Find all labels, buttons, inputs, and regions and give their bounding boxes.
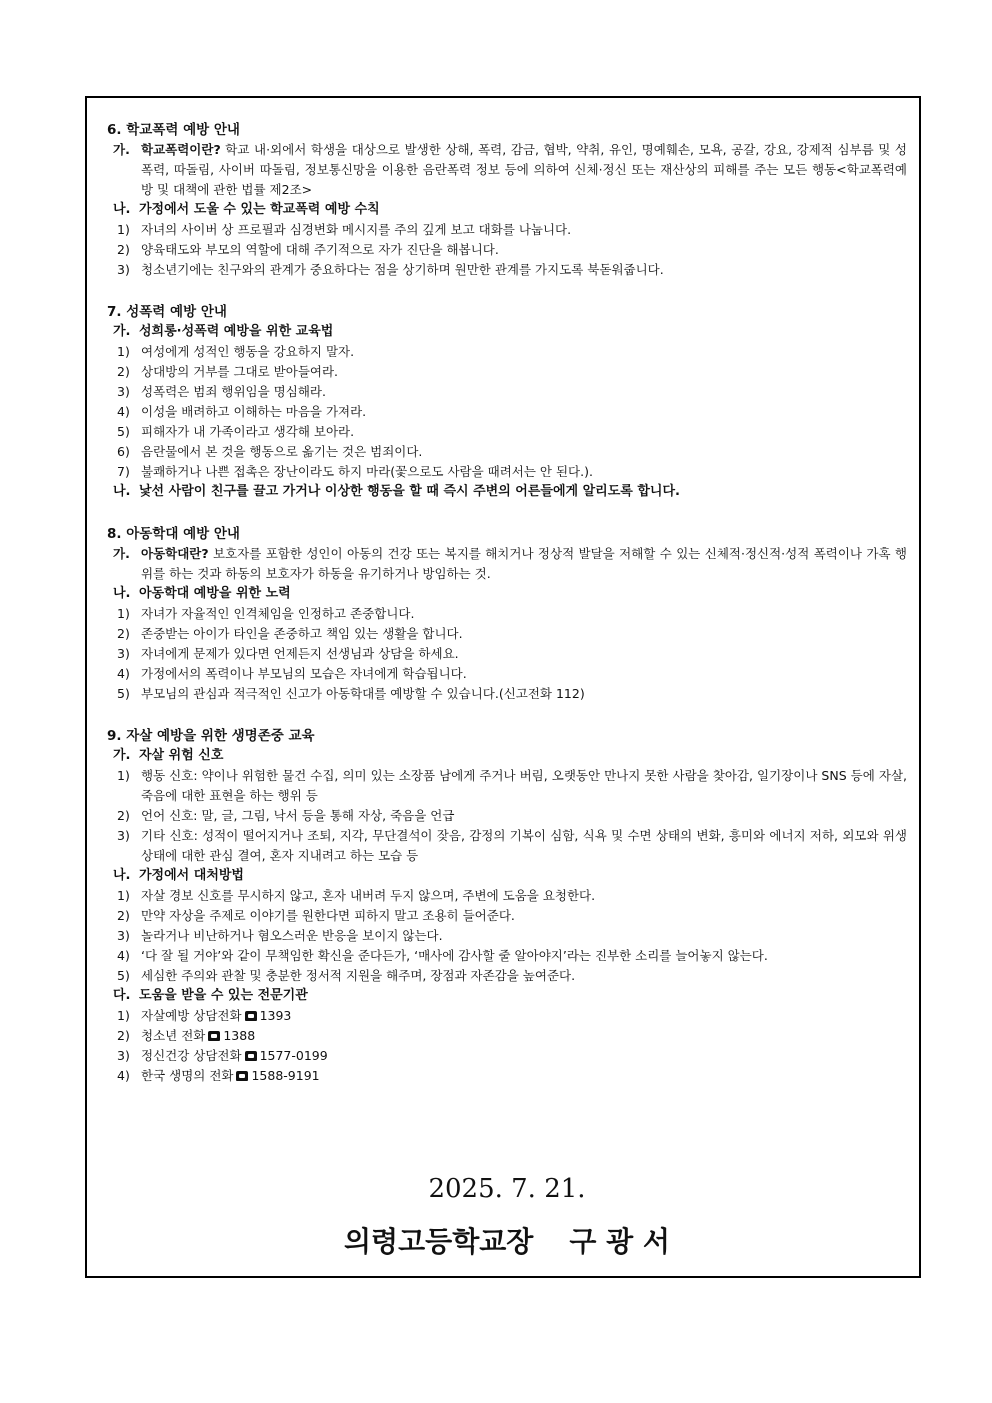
item-number: 3) bbox=[117, 828, 130, 843]
item-number: 2) bbox=[117, 908, 130, 923]
item-number: 4) bbox=[117, 1068, 130, 1083]
item-text: 자녀에게 문제가 있다면 언제든지 선생님과 상담을 하세요. bbox=[141, 646, 459, 661]
list-item bbox=[107, 966, 907, 986]
item-number: 3) bbox=[117, 928, 130, 943]
item-text: 자녀의 사이버 상 프로필과 심경변화 메시지를 주의 깊게 보고 대화를 나눕니다. bbox=[141, 222, 572, 237]
item-text: 자살 경보 신호를 무시하지 않고, 혼자 내버려 두지 않으며, 주변에 도움을 요청한다. bbox=[141, 888, 596, 903]
item-number: 1) bbox=[117, 888, 130, 903]
item-text: 존중받는 아이가 타인을 존중하고 책임 있는 생활을 합니다. bbox=[141, 626, 463, 641]
item-text: 불쾌하거나 나쁜 접촉은 장난이라도 하지 마라(꽃으로도 사람을 때려서는 안 된다.). bbox=[141, 464, 593, 479]
item-text: 기타 신호: 성적이 떨어지거나 조퇴, 지각, 무단결석이 잦음, 감정의 기복이 심함, 식욕 및 수면 상태의 변화, 흥미와 에너지 저하, 외모와 위생 상태에 대한 관심 결여, 혼자 지내려고 하는 모습 등 bbox=[141, 828, 907, 863]
section-7-a-title bbox=[107, 322, 907, 342]
item-number: 2) bbox=[117, 364, 130, 379]
section-9-a-title-text: 자살 위험 신호 bbox=[139, 748, 224, 763]
section-9-b-title-text: 가정에서 대처방법 bbox=[139, 868, 244, 883]
section-7-a-title-text: 성희롱·성폭력 예방을 위한 교육법 bbox=[139, 324, 334, 339]
item-text: 가정에서의 폭력이나 부모님의 모습은 자녀에게 학습됩니다. bbox=[141, 666, 467, 681]
section-7-title: 7. 성폭력 예방 안내 bbox=[107, 304, 227, 320]
section-9-a-marker: 가. bbox=[113, 748, 131, 763]
section-6-b-title-text: 가정에서 도울 수 있는 학교폭력 예방 수칙 bbox=[139, 202, 380, 217]
list-item bbox=[107, 766, 907, 806]
item-text: 상대방의 거부를 그대로 받아들여라. bbox=[141, 364, 339, 379]
section-8-title: 8. 아동학대 예방 안내 bbox=[107, 526, 240, 542]
section-6-title: 6. 학교폭력 예방 안내 bbox=[107, 122, 240, 138]
item-text: 청소년기에는 친구와의 관계가 중요하다는 점을 상기하며 원만한 관계를 가지도록 북돋워줍니다. bbox=[141, 262, 664, 277]
issue-date: 2025. 7. 21. bbox=[428, 1174, 586, 1204]
list-item bbox=[107, 240, 907, 260]
hotline-item bbox=[107, 1046, 907, 1066]
hotline-number: 1393 bbox=[259, 1008, 292, 1023]
list-item bbox=[107, 926, 907, 946]
list-item bbox=[107, 886, 907, 906]
list-item bbox=[107, 362, 907, 382]
list-item bbox=[107, 806, 907, 826]
section-7-a-marker: 가. bbox=[113, 324, 131, 339]
section-6-a-text: 학교 내·외에서 학생을 대상으로 발생한 상해, 폭력, 감금, 협박, 약취, 유인, 명예훼손, 모욕, 공갈, 강요, 강제적 심부름 및 성폭력, 따돌림, 사이버 따돌림, 정보통신망을 이용한 음란폭력 정보 등에 의하여 신체·정신 또는 재산상의 피해를 주는 모든 행동<학교폭력예방 및 대책에 관한 법률 제2조> bbox=[141, 142, 907, 197]
item-number: 1) bbox=[117, 344, 130, 359]
section-8-a-lead: 아동학대란? bbox=[141, 546, 209, 561]
section-9-a-title bbox=[107, 746, 907, 766]
item-number: 3) bbox=[117, 262, 130, 277]
list-item bbox=[107, 442, 907, 462]
section-7-b bbox=[107, 482, 907, 502]
list-item bbox=[107, 260, 907, 280]
item-number: 5) bbox=[117, 968, 130, 983]
list-item bbox=[107, 462, 907, 482]
hotline-name: 청소년 전화 bbox=[141, 1028, 206, 1043]
item-text: 성폭력은 범죄 행위임을 명심해라. bbox=[141, 384, 326, 399]
phone-icon bbox=[208, 1031, 220, 1041]
section-8-b-title bbox=[107, 584, 907, 604]
hotline-name: 한국 생명의 전화 bbox=[141, 1068, 234, 1083]
item-number: 1) bbox=[117, 1008, 130, 1023]
list-item bbox=[107, 382, 907, 402]
item-number: 4) bbox=[117, 404, 130, 419]
item-number: 1) bbox=[117, 222, 130, 237]
signer-line bbox=[107, 1222, 907, 1262]
item-text: 이성을 배려하고 이해하는 마음을 가져라. bbox=[141, 404, 367, 419]
section-9-b-title bbox=[107, 866, 907, 886]
list-item bbox=[107, 402, 907, 422]
item-number: 1) bbox=[117, 768, 130, 783]
item-number: 3) bbox=[117, 646, 130, 661]
signer-name: 구 광 서 bbox=[569, 1225, 670, 1258]
section-8-b-marker: 나. bbox=[113, 586, 131, 601]
notice-content bbox=[107, 120, 907, 1258]
item-number: 2) bbox=[117, 242, 130, 257]
list-item bbox=[107, 644, 907, 664]
signer-school: 의령고등학교장 bbox=[344, 1225, 534, 1258]
list-item bbox=[107, 624, 907, 644]
item-number: 6) bbox=[117, 444, 130, 459]
list-item bbox=[107, 220, 907, 240]
list-item bbox=[107, 826, 907, 866]
item-number: 3) bbox=[117, 1048, 130, 1063]
section-8-a-marker: 가. bbox=[113, 546, 130, 561]
section-9-c-marker: 다. bbox=[113, 988, 131, 1003]
hotline-name: 자살예방 상담전화 bbox=[141, 1008, 242, 1023]
section-8-a-text: 보호자를 포함한 성인이 아동의 건강 또는 복지를 해치거나 정상적 발달을 저해할 수 있는 신체적·정신적·성적 폭력이나 가혹 행위를 하는 것과 하동의 보호자가 하동을 유기하거나 방임하는 것. bbox=[141, 546, 907, 581]
section-8-a bbox=[107, 544, 907, 584]
section-6-b-marker: 나. bbox=[113, 202, 131, 217]
hotline-number: 1388 bbox=[223, 1028, 256, 1043]
section-8-b-title-text: 아동학대 예방을 위한 노력 bbox=[139, 586, 291, 601]
section-6-b-title bbox=[107, 200, 907, 220]
list-item bbox=[107, 906, 907, 926]
item-text: 피해자가 내 가족이라고 생각해 보아라. bbox=[141, 424, 355, 439]
section-6-a-lead: 학교폭력이란? bbox=[141, 142, 221, 157]
list-item bbox=[107, 664, 907, 684]
list-item bbox=[107, 946, 907, 966]
hotline-item bbox=[107, 1026, 907, 1046]
item-number: 5) bbox=[117, 424, 130, 439]
list-item bbox=[107, 684, 907, 704]
item-text: 음란물에서 본 것을 행동으로 옮기는 것은 범죄이다. bbox=[141, 444, 423, 459]
item-text: ‘다 잘 될 거야’와 같이 무책임한 확신을 준다든가, ‘매사에 감사할 줄 알아야지’라는 진부한 소리를 늘어놓지 않는다. bbox=[141, 948, 768, 963]
hotline-number: 1577-0199 bbox=[259, 1048, 328, 1063]
item-number: 5) bbox=[117, 686, 130, 701]
hotline-name: 정신건강 상담전화 bbox=[141, 1048, 242, 1063]
item-text: 양육태도와 부모의 역할에 대해 주기적으로 자가 진단을 해봅니다. bbox=[141, 242, 499, 257]
item-number: 1) bbox=[117, 606, 130, 621]
section-9-c-title bbox=[107, 986, 907, 1006]
list-item bbox=[107, 342, 907, 362]
item-number: 7) bbox=[117, 464, 130, 479]
hotline-number: 1588-9191 bbox=[251, 1068, 320, 1083]
list-item bbox=[107, 604, 907, 624]
item-text: 부모님의 관심과 적극적인 신고가 아동학대를 예방할 수 있습니다.(신고전화 112) bbox=[141, 686, 585, 701]
phone-icon bbox=[245, 1051, 257, 1061]
item-text: 만약 자상을 주제로 이야기를 원한다면 피하지 말고 조용히 들어준다. bbox=[141, 908, 515, 923]
section-9-b-marker: 나. bbox=[113, 868, 131, 883]
hotline-item bbox=[107, 1066, 907, 1086]
notice-frame bbox=[85, 96, 921, 1278]
item-text: 행동 신호: 약이나 위험한 물건 수집, 의미 있는 소장품 남에게 주거나 버림, 오랫동안 만나지 못한 사람을 찾아감, 일기장이나 SNS 등에 자살, 죽음에 대한 표현을 하는 행위 등 bbox=[141, 768, 907, 803]
item-number: 2) bbox=[117, 1028, 130, 1043]
item-text: 여성에게 성적인 행동을 강요하지 말자. bbox=[141, 344, 355, 359]
section-9-title: 9. 자살 예방을 위한 생명존중 교육 bbox=[107, 728, 315, 744]
item-number: 4) bbox=[117, 666, 130, 681]
section-6-a-marker: 가. bbox=[113, 142, 130, 157]
item-text: 자녀가 자율적인 인격체임을 인정하고 존중합니다. bbox=[141, 606, 415, 621]
item-number: 2) bbox=[117, 808, 130, 823]
item-number: 2) bbox=[117, 626, 130, 641]
item-text: 언어 신호: 말, 글, 그림, 낙서 등을 통해 자상, 죽음을 언급 bbox=[141, 808, 455, 823]
section-6-a bbox=[107, 140, 907, 200]
section-7-b-text: 낯선 사람이 친구를 끌고 가거나 이상한 행동을 할 때 즉시 주변의 어른들에게 알리도록 합니다. bbox=[139, 484, 680, 499]
section-7-b-marker: 나. bbox=[113, 484, 131, 499]
section-9-c-title-text: 도움을 받을 수 있는 전문기관 bbox=[139, 988, 308, 1003]
list-item bbox=[107, 422, 907, 442]
item-text: 세심한 주의와 관찰 및 충분한 정서적 지원을 해주며, 장점과 자존감을 높여준다. bbox=[141, 968, 576, 983]
phone-icon bbox=[245, 1011, 257, 1021]
phone-icon bbox=[236, 1071, 248, 1081]
item-text: 놀라거나 비난하거나 혐오스러운 반응을 보이지 않는다. bbox=[141, 928, 443, 943]
hotline-item bbox=[107, 1006, 907, 1026]
item-number: 4) bbox=[117, 948, 130, 963]
item-number: 3) bbox=[117, 384, 130, 399]
